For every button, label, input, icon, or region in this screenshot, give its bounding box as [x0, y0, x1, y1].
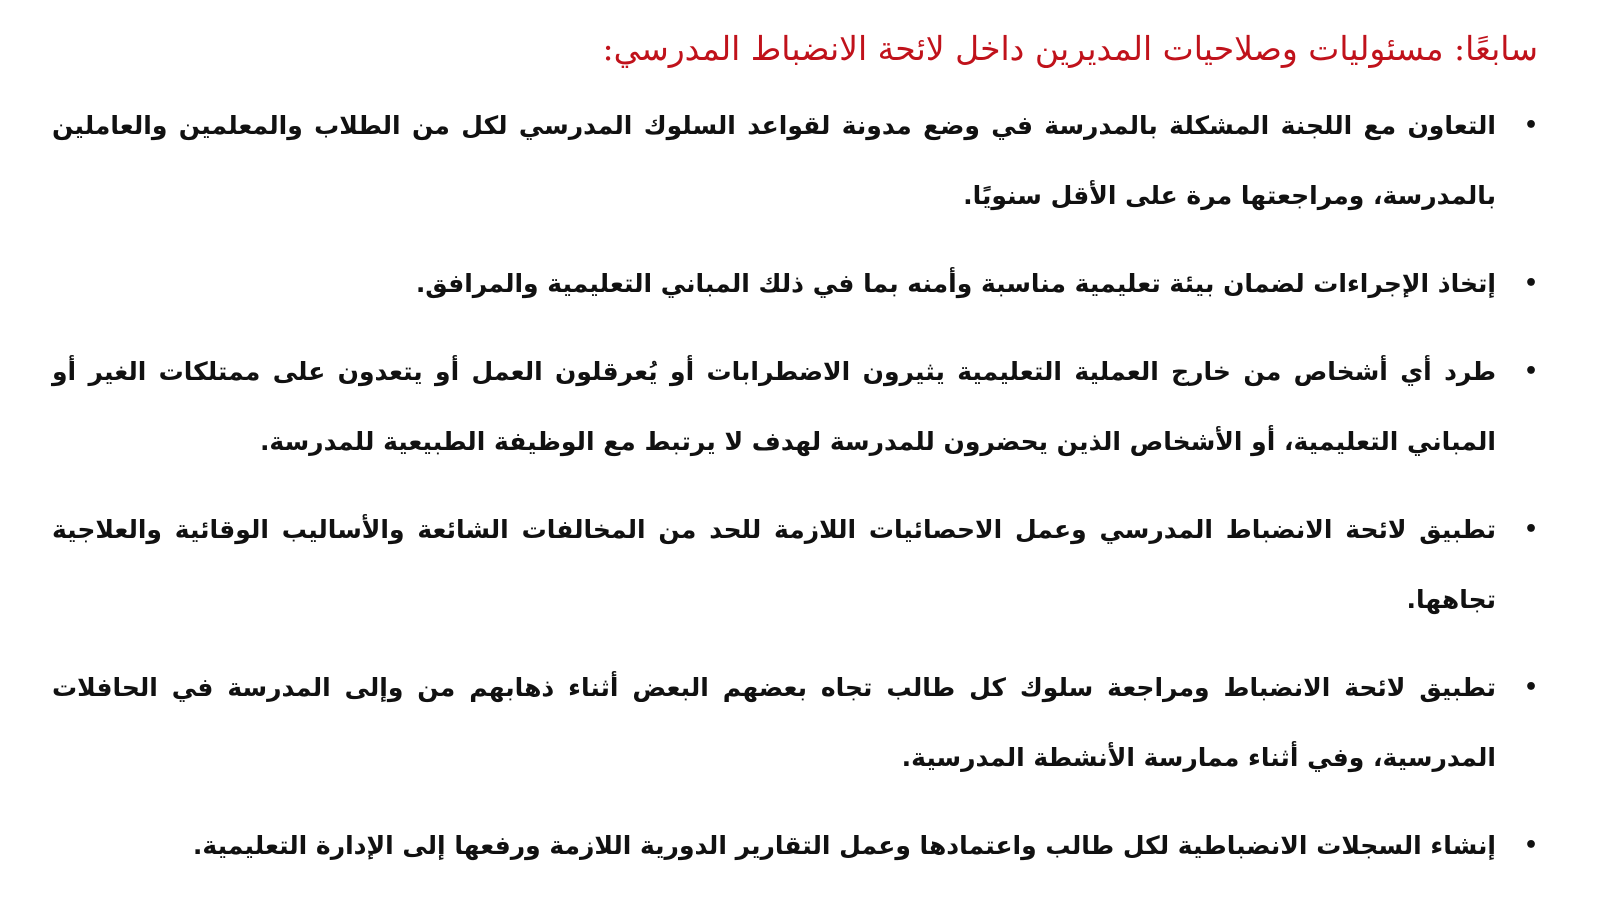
list-item-text: طرد أي أشخاص من خارج العملية التعليمية يثيرون الاضطرابات أو يُعرقلون العمل أو يتعدون على ممتلكات الغير أو المباني التعليمية، أو الأشخاص الذين يحضرون للمدرسة لهدف لا يرتبط مع الوظيفة الطبيعية للمدرسة. — [52, 356, 1496, 456]
bullet-icon: • — [1523, 674, 1538, 700]
list-item — [52, 249, 1538, 319]
bullet-icon: • — [1523, 516, 1538, 542]
bullet-icon: • — [1523, 358, 1538, 384]
bullet-icon: • — [1523, 832, 1538, 858]
responsibilities-list — [52, 91, 1538, 881]
list-item-text: التعاون مع اللجنة المشكلة بالمدرسة في وضع مدونة لقواعد السلوك المدرسي لكل من الطلاب والمعلمين والعاملين بالمدرسة، ومراجعتها مرة على الأقل سنويًا. — [52, 110, 1496, 210]
list-item — [52, 495, 1538, 635]
list-item-text: إتخاذ الإجراءات لضمان بيئة تعليمية مناسبة وأمنه بما في ذلك المباني التعليمية والمرافق. — [415, 268, 1496, 298]
bullet-icon: • — [1523, 112, 1538, 138]
list-item — [52, 91, 1538, 231]
bullet-icon: • — [1523, 270, 1538, 296]
list-item-text: تطبيق لائحة الانضباط المدرسي وعمل الاحصائيات اللازمة للحد من المخالفات الشائعة والأساليب الوقائية والعلاجية تجاهها. — [52, 514, 1496, 614]
list-item-text: إنشاء السجلات الانضباطية لكل طالب واعتمادها وعمل التقارير الدورية اللازمة ورفعها إلى الإدارة التعليمية. — [192, 830, 1496, 860]
section-heading: سابعًا: مسئوليات وصلاحيات المديرين داخل لائحة الانضباط المدرسي: — [602, 29, 1538, 68]
list-item — [52, 653, 1538, 793]
list-item — [52, 811, 1538, 881]
list-item-text: تطبيق لائحة الانضباط ومراجعة سلوك كل طالب تجاه بعضهم البعض أثناء ذهابهم من وإلى المدرسة في الحافلات المدرسية، وفي أثناء ممارسة الأنشطة المدرسية. — [52, 672, 1496, 772]
list-item — [52, 337, 1538, 477]
